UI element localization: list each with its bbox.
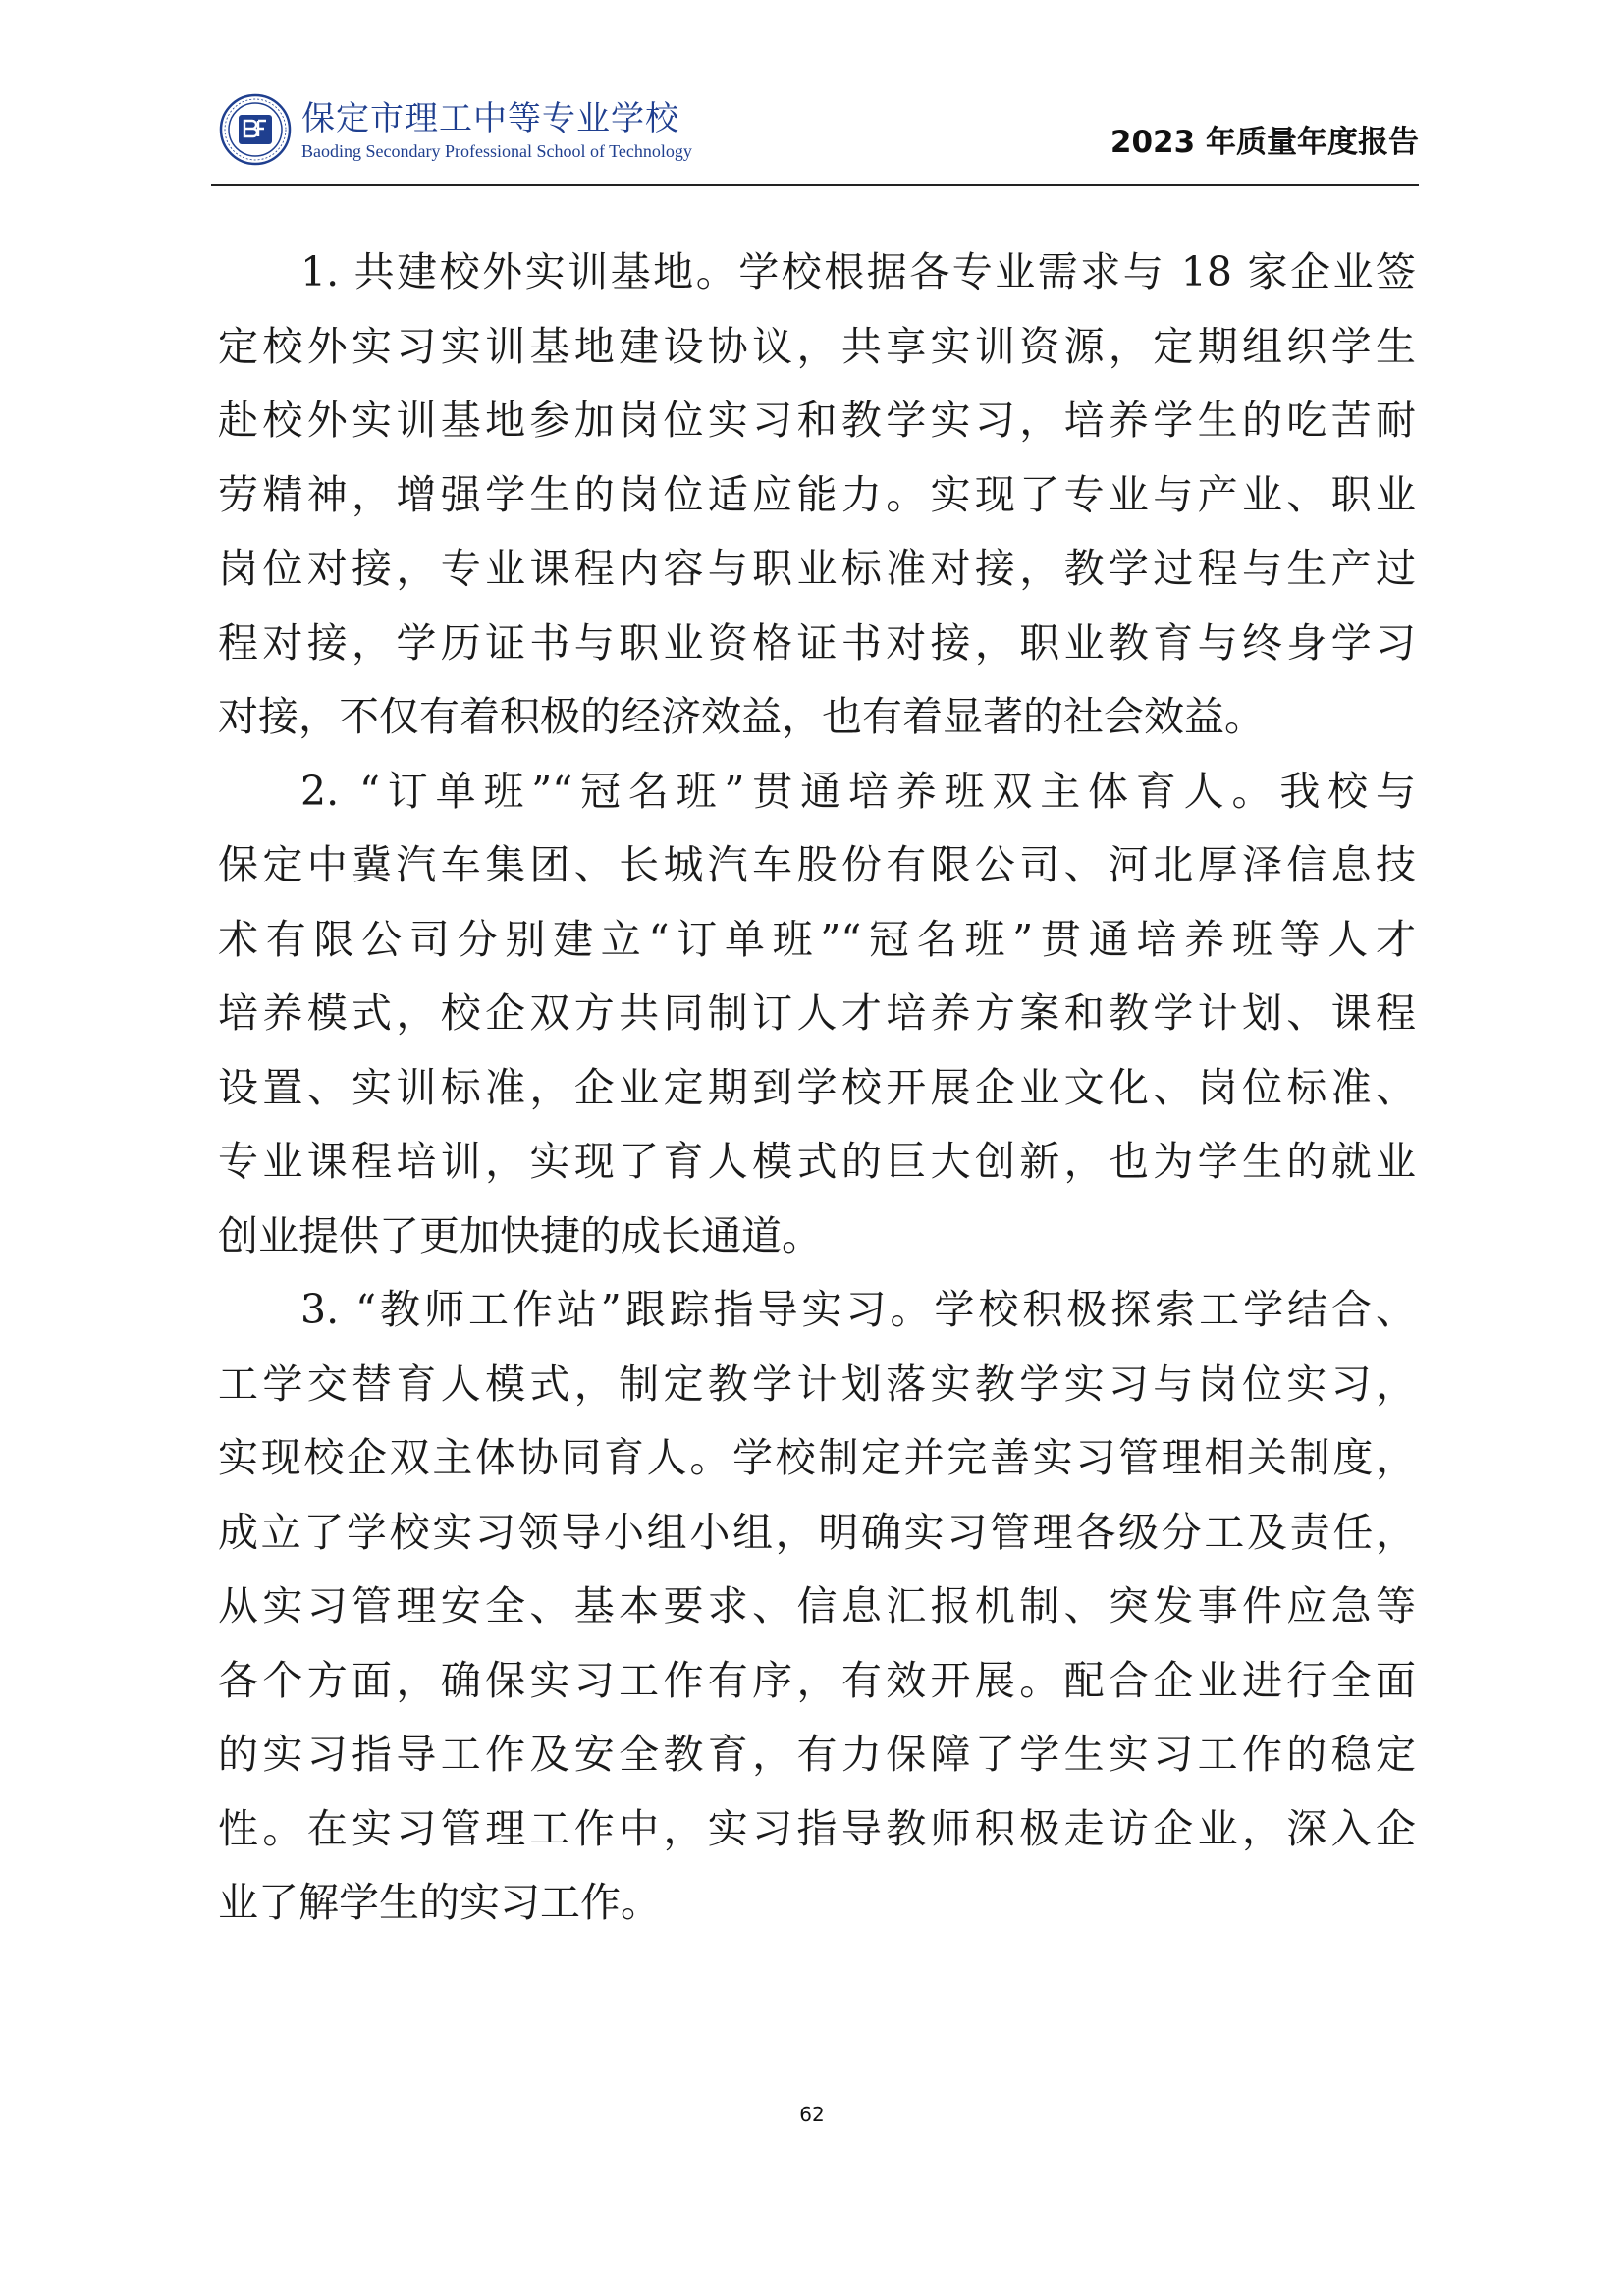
paragraph-line: 实现校企双主体协同育人。学校制定并完善实习管理相关制度， [218, 1434, 1416, 1481]
paragraph-2 [218, 755, 1416, 1274]
paragraph-line: 创业提供了更加快捷的成长通道。 [218, 1211, 822, 1259]
paragraph-3 [218, 1273, 1416, 1941]
page-number: 62 [799, 2103, 825, 2126]
paragraph-line: 2. “订单班”“冠名班”贯通培养班双主体育人。我校与 [300, 767, 1416, 815]
paragraph-line: 成立了学校实习领导小组小组，明确实习管理各级分工及责任， [218, 1508, 1416, 1556]
paragraph-line: 定校外实习实训基地建设协议，共享实训资源，定期组织学生 [218, 322, 1416, 370]
paragraph-line: 对接，不仅有着积极的经济效益，也有着显著的社会效益。 [218, 693, 1265, 740]
page-header [211, 83, 1419, 182]
header-divider [211, 184, 1419, 186]
paragraph-line: 的实习指导工作及安全教育，有力保障了学生实习工作的稳定 [218, 1731, 1416, 1778]
paragraph-line: 术有限公司分别建立“订单班”“冠名班”贯通培养班等人才 [218, 915, 1416, 963]
paragraph-line: 专业课程培训，实现了育人模式的巨大创新，也为学生的就业 [218, 1138, 1416, 1185]
paragraph-line: 3. “教师工作站”跟踪指导实习。学校积极探索工学结合、 [300, 1286, 1416, 1333]
paragraph-line: 程对接，学历证书与职业资格证书对接，职业教育与终身学习 [218, 618, 1416, 667]
report-title: 2023 年质量年度报告 [1110, 125, 1419, 160]
paragraph-line: 劳精神，增强学生的岗位适应能力。实现了专业与产业、职业 [218, 470, 1416, 518]
paragraph-line: 保定中冀汽车集团、长城汽车股份有限公司、河北厚泽信息技 [218, 841, 1416, 888]
paragraph-line: 从实习管理安全、基本要求、信息汇报机制、突发事件应急等 [218, 1582, 1416, 1629]
paragraph-line: 业了解学生的实习工作。 [218, 1879, 661, 1926]
school-name: 保定市理工中等专业学校 [301, 99, 679, 138]
paragraph-line: 1. 共建校外实训基地。学校根据各专业需求与 18 家企业签 [300, 248, 1416, 295]
paragraph-line: 设置、实训标准，企业定期到学校开展企业文化、岗位标准、 [218, 1063, 1416, 1111]
paragraph-1 [218, 236, 1416, 755]
school-logo-icon [219, 93, 292, 166]
paragraph-line: 各个方面，确保实习工作有序，有效开展。配合企业进行全面 [218, 1656, 1416, 1704]
body-text [218, 236, 1416, 1941]
paragraph-line: 性。在实习管理工作中，实习指导教师积极走访企业，深入企 [218, 1804, 1416, 1852]
paragraph-line: 培养模式，校企双方共同制订人才培养方案和教学计划、课程 [218, 989, 1416, 1037]
paragraph-line: 赴校外实训基地参加岗位实习和教学实习，培养学生的吃苦耐 [218, 397, 1416, 444]
school-name-english: Baoding Secondary Professional School of Technology [301, 141, 692, 161]
paragraph-line: 岗位对接，专业课程内容与职业标准对接，教学过程与生产过 [218, 545, 1416, 592]
paragraph-line: 工学交替育人模式，制定教学计划落实教学实习与岗位实习， [218, 1360, 1416, 1408]
